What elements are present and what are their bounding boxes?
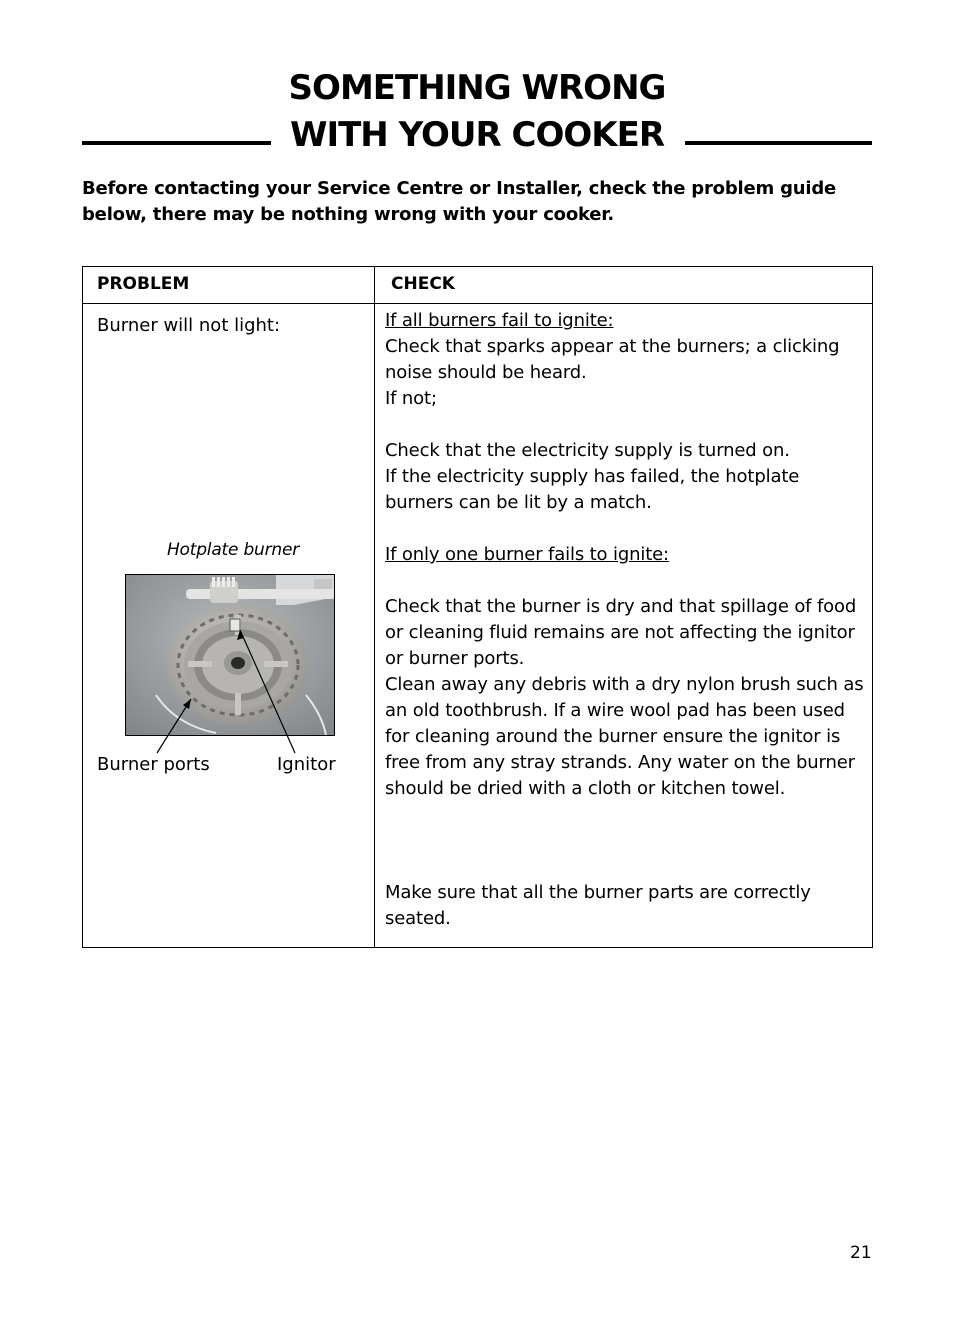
- title-rule-right: [685, 141, 872, 145]
- page-title-line-2: WITH YOUR COOKER: [289, 115, 665, 155]
- check-one-p3: Make sure that all the burner parts are correctly seated.: [385, 882, 811, 929]
- heading-one-burner: If only one burner fails to ignite:: [385, 544, 669, 565]
- check-all-p1: Check that sparks appear at the burners; a clicking noise should be heard.: [385, 336, 840, 383]
- hotplate-burner-photo: [125, 574, 335, 736]
- page-title-line-1: SOMETHING WRONG: [288, 68, 666, 108]
- check-one-p2: Clean away any debris with a dry nylon brush such as an old toothbrush. If a wire wool pad has been used for cleaning around the burner ensure the ignitor is free from any stray strands. Any water on the burner should be dried with a cloth or kitchen towel.: [385, 674, 864, 799]
- check-column: [385, 308, 871, 932]
- check-one-p1: Check that the burner is dry and that spillage of food or cleaning fluid remains are not affecting the ignitor or burner ports.: [385, 596, 857, 669]
- label-ignitor: Ignitor: [277, 754, 336, 775]
- figure-caption: Hotplate burner: [166, 540, 300, 560]
- page-number: 21: [850, 1243, 872, 1263]
- intro-paragraph: Before contacting your Service Centre or Installer, check the problem guide below, there may be nothing wrong with your cooker.: [82, 178, 837, 225]
- title-rule-left: [82, 141, 271, 145]
- header-divider: [83, 303, 872, 304]
- header-problem: PROBLEM: [97, 274, 190, 294]
- check-all-p2: If not;: [385, 388, 437, 409]
- label-burner-ports: Burner ports: [97, 754, 210, 775]
- column-divider: [374, 267, 375, 947]
- troubleshooting-table: [82, 266, 873, 948]
- problem-text: Burner will not light:: [97, 315, 281, 336]
- check-all-p4: If the electricity supply has failed, the hotplate burners can be lit by a match.: [385, 466, 800, 513]
- check-all-p3: Check that the electricity supply is turned on.: [385, 440, 790, 461]
- heading-all-burners: If all burners fail to ignite:: [385, 310, 614, 331]
- header-check: CHECK: [391, 274, 455, 294]
